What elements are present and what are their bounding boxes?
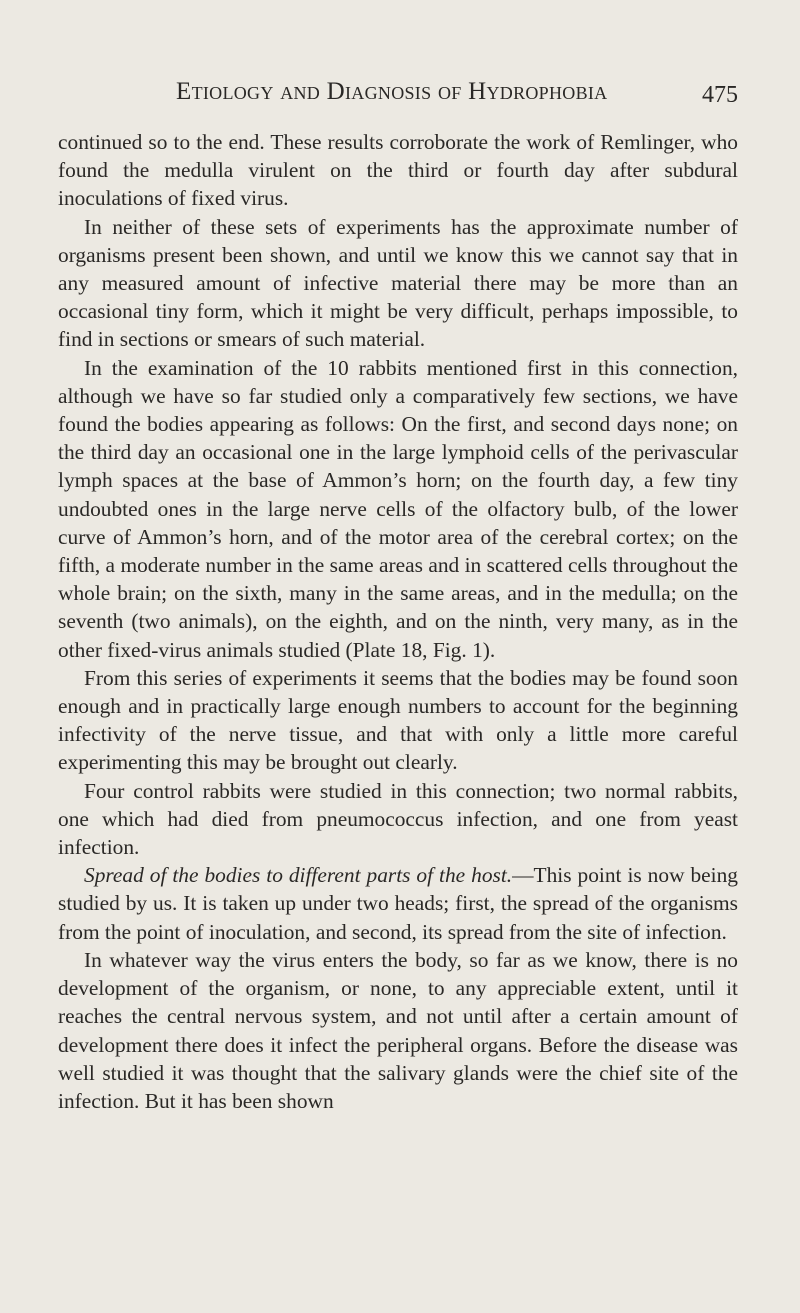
paragraph-virus-entry: In whatever way the virus enters the body, so far as we know, there is no development of the organism, or none, to any appreciable extent, until it reaches the central nervous system, and not until after a certain amount of development there does it infect the peripheral organs. Before the disease was well studied it was thought that the salivary glands were the chief site of the infection. But it has been shown <box>58 947 738 1113</box>
paragraph-organism-count: In neither of these sets of experiments has the approximate number of organisms present been shown, and until we know this we cannot say that in any measured amount of infective material there may be more than an occasional tiny form, which it might be very difficult, perhaps impossible, to find in sections or smears of such material. <box>58 214 738 352</box>
running-title: Etiology and Diagnosis of Hydrophobia <box>176 78 608 105</box>
paragraph-infectivity: From this series of experiments it seems that the bodies may be found soon enough and in practically large enough numbers to account for the beginning infectivity of the nerve tissue, and that with only a little more careful experimenting this may be brought out clearly. <box>58 665 738 775</box>
page-number: 475 <box>702 82 738 108</box>
paragraph-control-rabbits: Four control rabbits were studied in this connection; two normal rabbits, one which had died from pneumococcus infection, and one from yeast infection. <box>58 778 738 860</box>
paragraph-rabbit-examination: In the examination of the 10 rabbits mentioned first in this connection, although we have so far studied only a comparatively few sections, we have found the bodies appearing as follows: On the first, and second days none; on the third day an occasional one in the large lymphoid cells of the perivascular lymph spaces at the base of Ammon’s horn; on the fourth day, a few tiny undoubted ones in the large nerve cells of the olfactory bulb, of the lower curve of Ammon’s horn, and of the motor area of the cerebral cortex; on the fifth, a moderate number in the same areas and in scattered cells throughout the whole brain; on the sixth, many in the same areas, and in the medulla; on the seventh (two animals), on the eighth, and on the ninth, very many, as in the other fixed-virus animals studied (Plate 18, Fig. 1). <box>58 355 738 662</box>
body-text <box>58 128 738 1115</box>
running-head <box>58 78 738 112</box>
paragraph-continued: continued so to the end. These results corroborate the work of Remlinger, who found the medulla virulent on the third or fourth day after subdural inoculations of fixed virus. <box>58 130 738 211</box>
section-spread <box>58 861 738 946</box>
section-intro-text: —This point is now being studied by us. It is taken up under two heads; first, the spread of the organisms from the point of inoculation, and second, its spread from the site of infection. <box>58 863 738 944</box>
section-heading: Spread of the bodies to different parts of the host. <box>84 863 513 888</box>
